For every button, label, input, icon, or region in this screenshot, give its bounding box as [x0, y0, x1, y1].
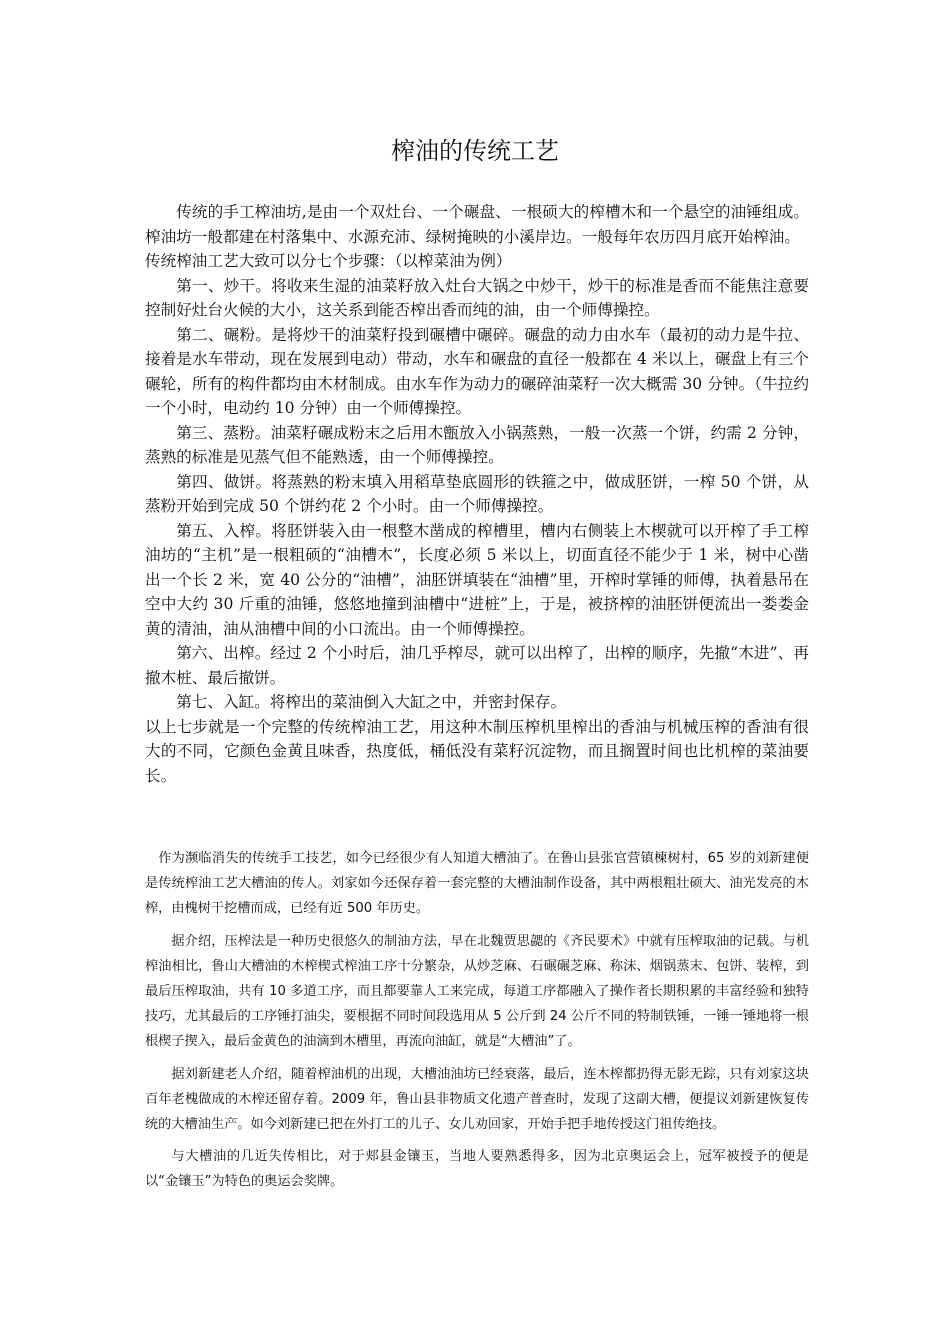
step-1-paragraph: 第一、炒干。将收来生湿的油菜籽放入灶台大锅之中炒干，炒干的标准是香而不能焦注意要控制好灶台火候的大小，这关系到能否榨出香而纯的油，由一个师傅操控。	[145, 276, 809, 319]
secondary-article	[145, 846, 809, 1195]
step-3-paragraph: 第三、蒸粉。油菜籽碾成粉末之后用木甑放入小锅蒸熟，一般一次蒸一个饼，约需 2 分钟，蒸熟的标准是见蒸气但不能熟透，由一个师傅操控。	[145, 423, 809, 466]
document-title: 榨油的传统工艺	[391, 137, 559, 165]
step-5-paragraph: 第五、入榨。将胚饼装入由一根整木凿成的榨槽里，槽内右侧装上木楔就可以开榨了手工榨油坊的“主机”是一根粗硕的“油槽木”，长度必须 5 米以上，切面直径不能少于 1 米，树中心凿出一个长 2 米，宽 40 公分的“油槽”，油胚饼填装在“油槽”里，开榨时掌锤的师傅，执着悬吊在空中大约 30 斤重的油锤，悠悠地撞到油槽中“进桩”上，于是，被挤榨的油胚饼便流出一娄娄金黄的清油，油从油槽中间的小口流出。由一个师傅操控。	[145, 521, 809, 638]
step-2-paragraph: 第二、碾粉。是将炒干的油菜籽投到碾槽中碾碎。碾盘的动力由水车（最初的动力是牛拉、接着是水车带动，现在发展到电动）带动，水车和碾盘的直径一般都在 4 米以上，碾盘上有三个碾轮，所有的构件都均由木材制成。由水车作为动力的碾碎油菜籽一次大概需 30 分钟。（牛拉约一个小时，电动约 10 分钟）由一个师傅操控。	[145, 325, 809, 417]
secondary-paragraph-2: 据介绍，压榨法是一种历史很悠久的制油方法，早在北魏贾思勰的《齐民要术》中就有压榨取油的记载。与机榨油相比，鲁山大槽油的木榨楔式榨油工序十分繁杂，从炒芝麻、石碾碾芝麻、称沫、烟锅蒸末、包饼、装榨，到最后压榨取油，共有 10 多道工序，而且都要靠人工来完成，每道工序都融入了操作者长期积累的丰富经验和独特技巧，尤其最后的工序锤打油尖，要根据不同时间段选用从 5 公斤到 24 公斤不同的特制铁锤，一锤一锤地将一根根楔子揳入，最后金黄色的油滴到木槽里，再流向油缸，就是“大槽油”了。	[145, 933, 809, 1050]
step-6-paragraph: 第六、出榨。经过 2 个小时后，油几乎榨尽，就可以出榨了，出榨的顺序，先撤“木进”、再撤木桩、最后撤饼。	[145, 644, 809, 687]
secondary-paragraph-4: 与大槽油的几近失传相比，对于郏县金镶玉，当地人要熟悉得多，因为北京奥运会上，冠军被授予的便是以“金镶玉”为特色的奥运会奖牌。	[145, 1149, 809, 1190]
secondary-paragraph-1: 作为濒临消失的传统手工技艺，如今已经很少有人知道大槽油了。在鲁山县张官营镇楝树村，65 岁的刘新建便是传统榨油工艺大槽油的传人。刘家如今还保存着一套完整的大槽油制作设备，其中两根粗壮硕大、油光发亮的木榨，由槐树干挖槽而成，已经有近 500 年历史。	[145, 851, 809, 917]
step-7-paragraph: 第七、入缸。将榨出的菜油倒入大缸之中，并密封保存。	[176, 693, 567, 711]
intro-paragraph: 传统的手工榨油坊,是由一个双灶台、一个碾盘、一根硕大的榨槽木和一个悬空的油锤组成。榨油坊一般都建在村落集中、水源充沛、绿树掩映的小溪岸边。一般每年农历四月底开始榨油。	[145, 203, 809, 246]
main-article	[145, 200, 809, 788]
secondary-paragraph-3: 据刘新建老人介绍，随着榨油机的出现，大槽油油坊已经衰落，最后，连木榨都扔得无影无踪，只有刘家这块百年老槐做成的木榨还留存着。2009 年，鲁山县非物质文化遗产普查时，发现了这副大槽，便提议刘新建恢复传统的大槽油生产。如今刘新建已把在外打工的儿子、女儿劝回家，开始手把手地传授这门祖传绝技。	[145, 1066, 809, 1133]
step-4-paragraph: 第四、做饼。将蒸熟的粉末填入用稻草垫底圆形的铁箍之中，做成胚饼，一榨 50 个饼，从蒸粉开始到完成 50 个饼约花 2 个小时。由一个师傅操控。	[145, 472, 809, 515]
summary-paragraph: 以上七步就是一个完整的传统榨油工艺，用这种木制压榨机里榨出的香油与机械压榨的香油有很大的不同，它颜色金黄且味香，热度低，桶低没有菜籽沉淀物，而且搁置时间也比机榨的菜油要长。	[145, 717, 809, 785]
steps-overview-paragraph: 传统榨油工艺大致可以分七个步骤：（以榨菜油为例）	[145, 252, 512, 270]
